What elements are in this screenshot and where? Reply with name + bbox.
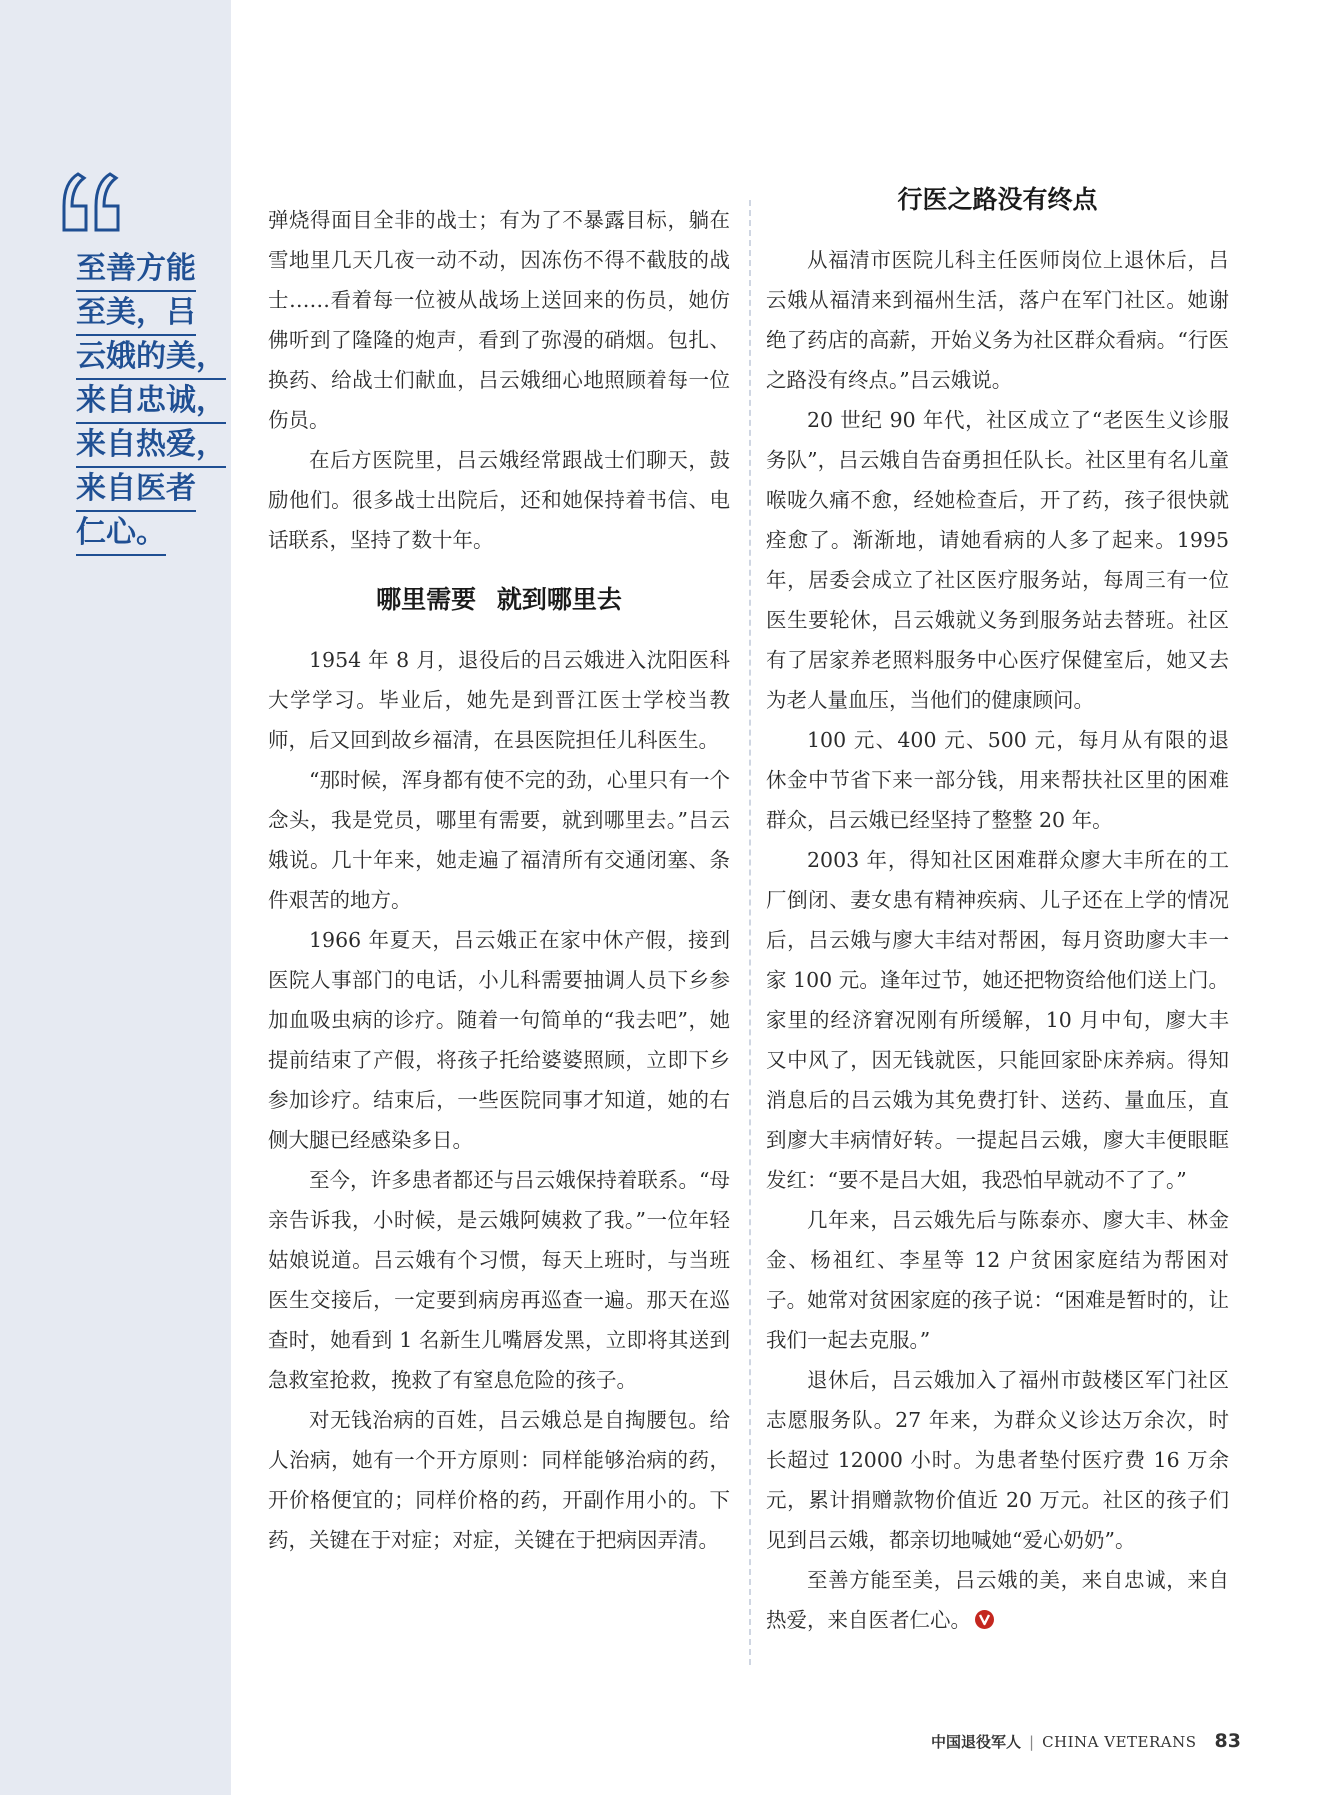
- pull-quote-line: 仁心。: [76, 512, 166, 556]
- end-mark-icon: [975, 1610, 994, 1629]
- quote-mark-icon: [60, 168, 124, 238]
- right-column: [766, 185, 1229, 1640]
- paragraph: 退休后，吕云娥加入了福州市鼓楼区军门社区志愿服务队。27 年来，为群众义诊达万余次，时长超过 12000 小时。为患者垫付医疗费 16 万余元，累计捐赠款物价值近 20 万元。社区的孩子们见到吕云娥，都亲切地喊她“爱心奶奶”。: [766, 1368, 1229, 1552]
- paragraph: 20 世纪 90 年代，社区成立了“老医生义诊服务队”，吕云娥自告奋勇担任队长。社区里有名儿童喉咙久痛不愈，经她检查后，开了药，孩子很快就痊愈了。渐渐地，请她看病的人多了起来。1995 年，居委会成立了社区医疗服务站，每周三有一位医生要轮休，吕云娥就义务到服务站去替班。社区有了居家养老照料服务中心医疗保健室后，她又去为老人量血压，当他们的健康顾问。: [766, 408, 1229, 712]
- magazine-name-cn: 中国退役军人: [930, 1733, 1021, 1751]
- final-paragraph: [766, 1560, 1229, 1640]
- paragraph: 100 元、400 元、500 元，每月从有限的退休金中节省下来一部分钱，用来帮扶社区里的困难群众，吕云娥已经坚持了整整 20 年。: [766, 728, 1229, 832]
- paragraph: 至今，许多患者都还与吕云娥保持着联系。“母亲告诉我，小时候，是云娥阿姨救了我。”一位年轻姑娘说道。吕云娥有个习惯，每天上班时，与当班医生交接后，一定要到病房再巡查一遍。那天在巡查时，她看到 1 名新生儿嘴唇发黑，立即将其送到急救室抢救，挽救了有窒息危险的孩子。: [268, 1168, 730, 1392]
- pull-quote-line: 来自忠诚，: [76, 380, 226, 424]
- paragraph: 2003 年，得知社区困难群众廖大丰所在的工厂倒闭、妻女患有精神疾病、儿子还在上学的情况后，吕云娥与廖大丰结对帮困，每月资助廖大丰一家 100 元。逢年过节，她还把物资给他们送上门。家里的经济窘况刚有所缓解，10 月中旬，廖大丰又中风了，因无钱就医，只能回家卧床养病。得知消息后的吕云娥为其免费打针、送药、量血压，直到廖大丰病情好转。一提起吕云娥，廖大丰便眼眶发红：“要不是吕大姐，我恐怕早就动不了了。”: [766, 848, 1229, 1192]
- paragraph: 从福清市医院儿科主任医师岗位上退休后，吕云娥从福清来到福州生活，落户在军门社区。她谢绝了药店的高薪，开始义务为社区群众看病。“行医之路没有终点。”吕云娥说。: [766, 248, 1229, 392]
- paragraph: 在后方医院里，吕云娥经常跟战士们聊天，鼓励他们。很多战士出院后，还和她保持着书信、电话联系，坚持了数十年。: [268, 448, 730, 552]
- paragraph: 几年来，吕云娥先后与陈泰亦、廖大丰、林金金、杨祖红、李星等 12 户贫困家庭结为帮困对子。她常对贫困家庭的孩子说：“困难是暂时的，让我们一起去克服。”: [766, 1208, 1229, 1352]
- pull-quote: [76, 248, 226, 556]
- paragraph: 1954 年 8 月，退役后的吕云娥进入沈阳医科大学学习。毕业后，她先是到晋江医士学校当教师，后又回到故乡福清，在县医院担任儿科医生。: [268, 648, 730, 752]
- magazine-name-en: CHINA VETERANS: [1042, 1733, 1197, 1751]
- pull-quote-line: 来自热爱，: [76, 424, 226, 468]
- pull-quote-line: 云娥的美，: [76, 336, 226, 380]
- footer-separator: |: [1029, 1733, 1035, 1751]
- pull-quote-line: 来自医者: [76, 468, 196, 512]
- column-divider: [749, 200, 751, 1665]
- paragraph: “那时候，浑身都有使不完的劲，心里只有一个念头，我是党员，哪里有需要，就到哪里去。”吕云娥说。几十年来，她走遍了福清所有交通闭塞、条件艰苦的地方。: [268, 768, 730, 912]
- paragraph: 对无钱治病的百姓，吕云娥总是自掏腰包。给人治病，她有一个开方原则：同样能够治病的药，开价格便宜的；同样价格的药，开副作用小的。下药，关键在于对症；对症，关键在于把病因弄清。: [268, 1408, 730, 1552]
- right-column-body: [766, 200, 1229, 1640]
- left-column: [268, 200, 730, 1560]
- pull-quote-line: 至善方能: [76, 248, 196, 292]
- paragraph: 弹烧得面目全非的战士；有为了不暴露目标，躺在雪地里几天几夜一动不动，因冻伤不得不截肢的战士……看着每一位被从战场上送回来的伤员，她仿佛听到了隆隆的炮声，看到了弥漫的硝烟。包扎、换药、给战士们献血，吕云娥细心地照顾着每一位伤员。: [268, 208, 730, 432]
- page-number: 83: [1214, 1730, 1241, 1752]
- section-heading: 行医之路没有终点: [897, 185, 1098, 214]
- page-footer: [931, 1730, 1241, 1752]
- paragraph: 1966 年夏天，吕云娥正在家中休产假，接到医院人事部门的电话，小儿科需要抽调人员下乡参加血吸虫病的诊疗。随着一句简单的“我去吧”，她提前结束了产假，将孩子托给婆婆照顾，立即下乡参加诊疗。结束后，一些医院同事才知道，她的右侧大腿已经感染多日。: [268, 928, 730, 1152]
- section-heading: 哪里需要 就到哪里去: [376, 585, 622, 614]
- final-paragraph-text: 至善方能至美，吕云娥的美，来自忠诚，来自热爱，来自医者仁心。: [766, 1568, 1229, 1632]
- pull-quote-line: 至美，吕: [76, 292, 196, 336]
